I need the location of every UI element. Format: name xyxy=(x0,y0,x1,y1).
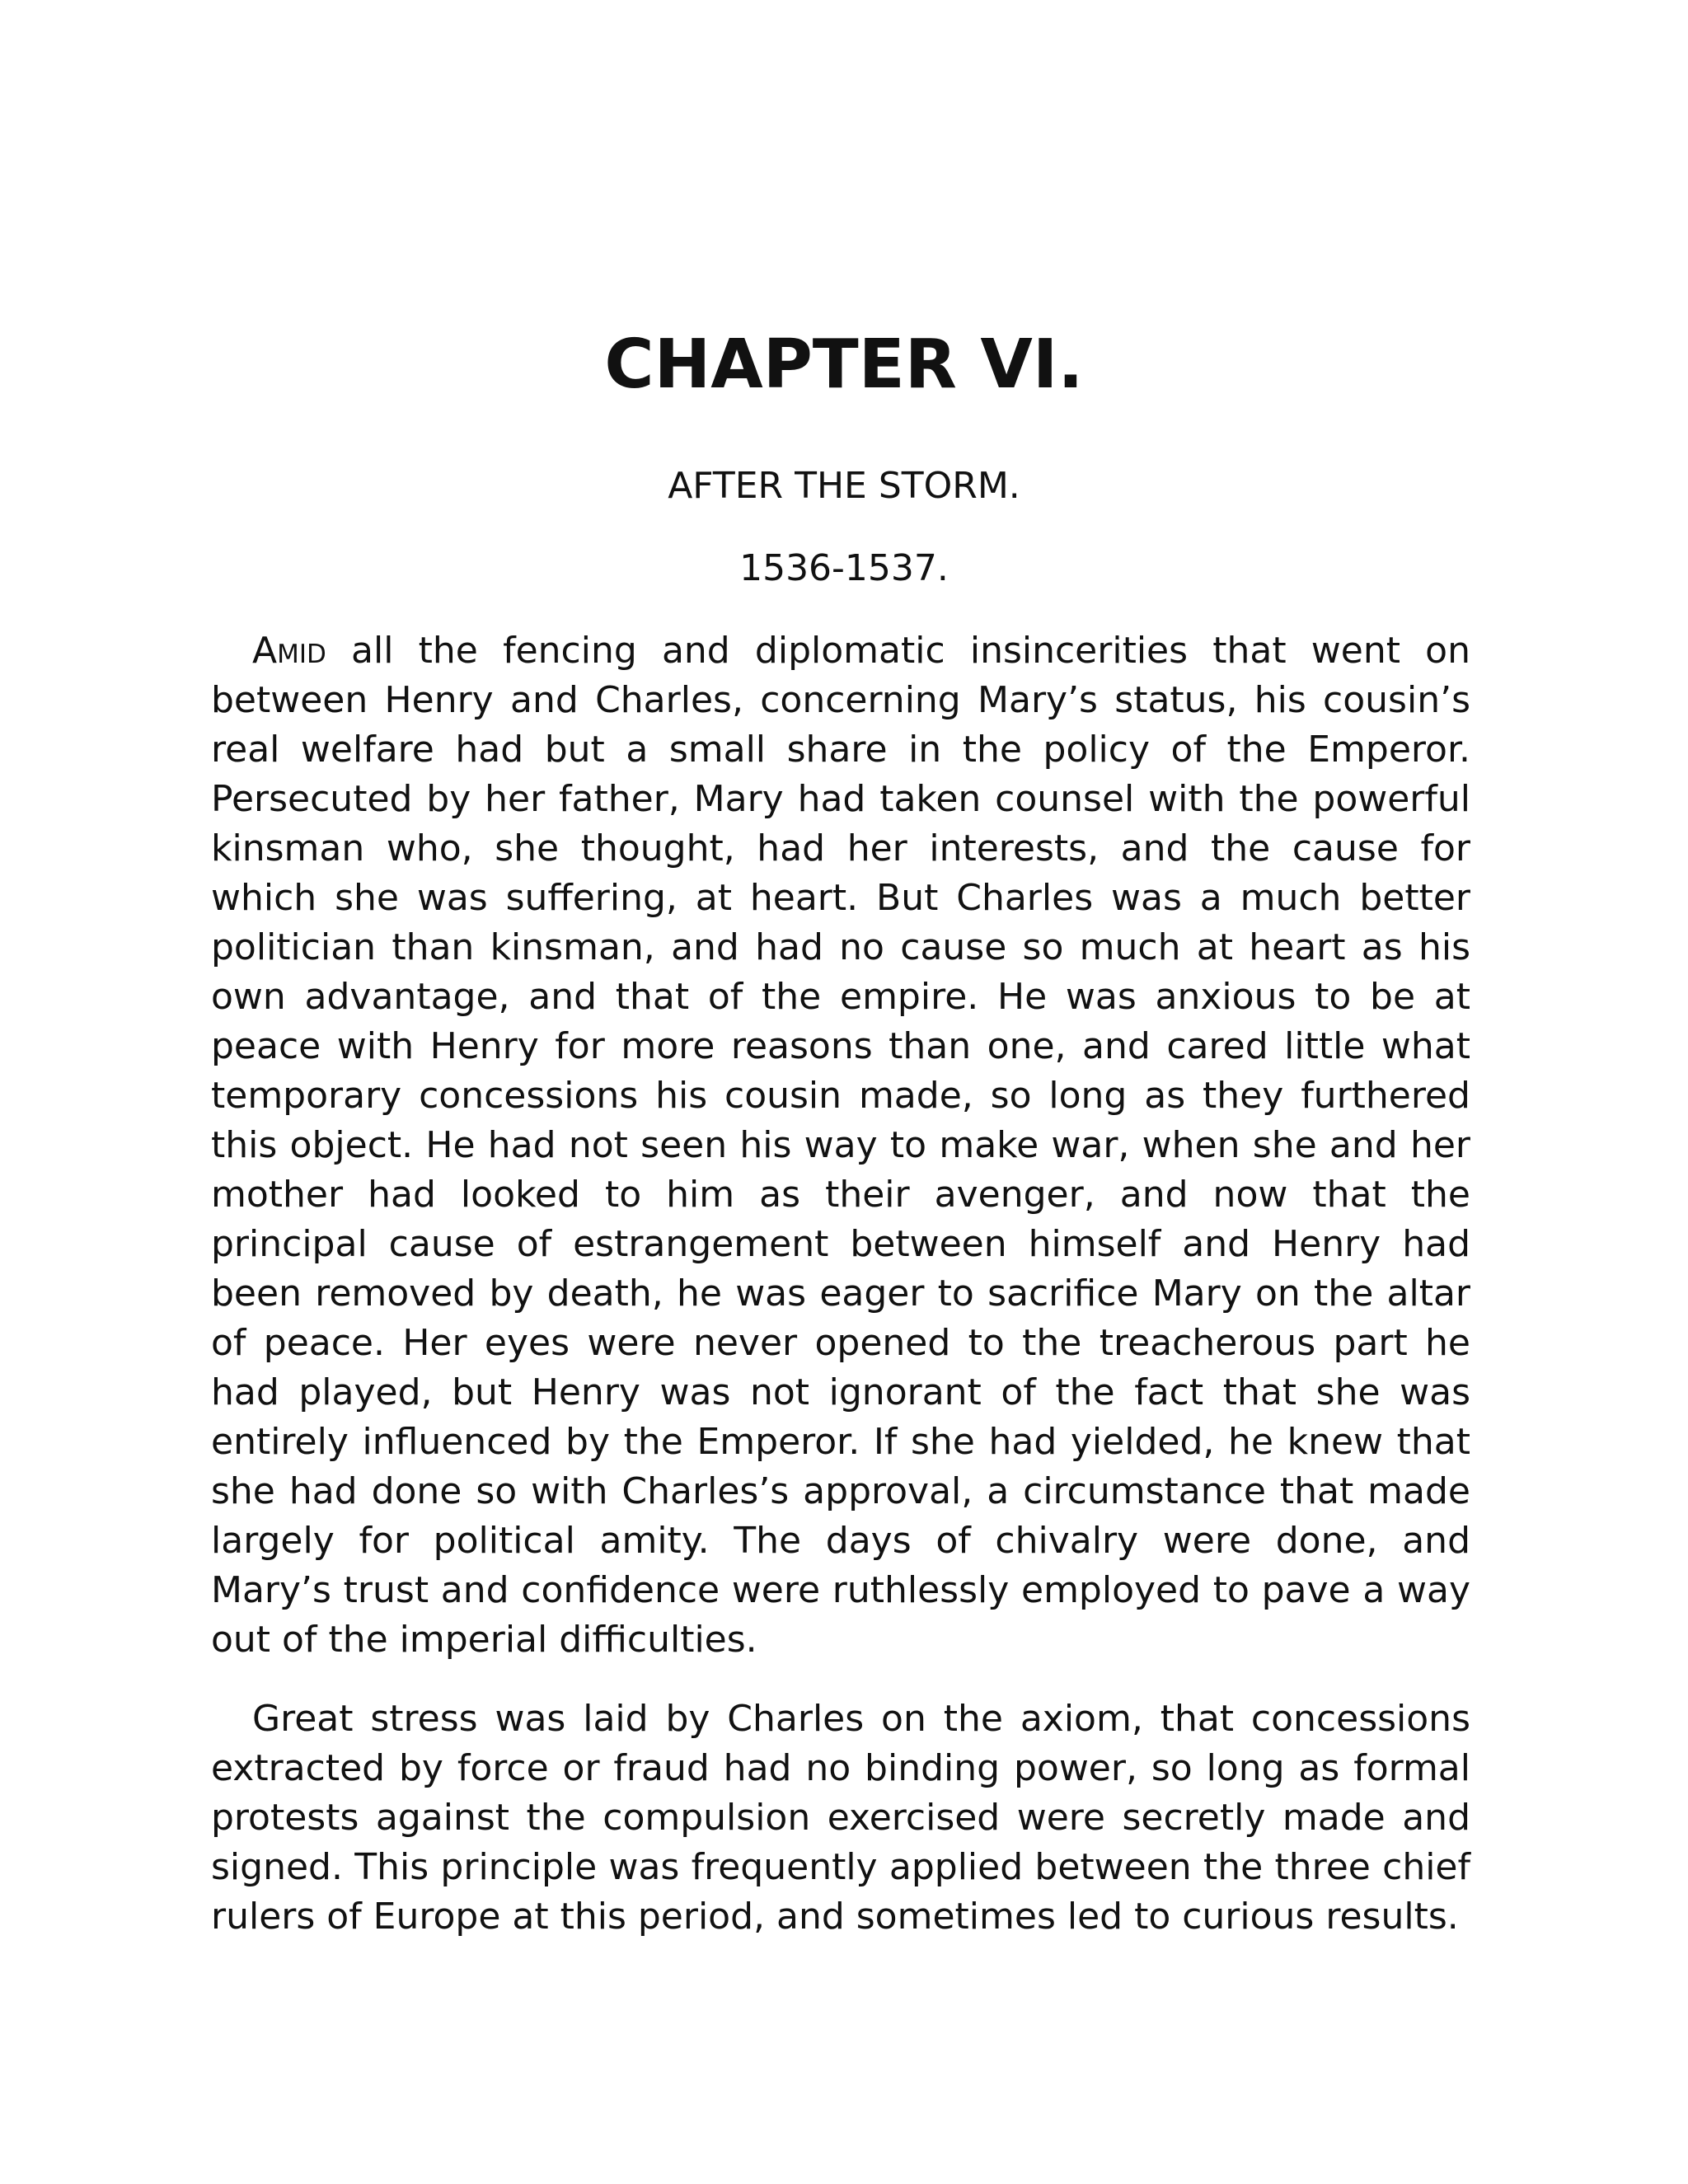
chapter-title: CHAPTER VI. xyxy=(604,326,1084,404)
paragraph-lead-word: Amid xyxy=(252,630,326,672)
body-paragraph: Great stress was laid by Charles on the axiom, that concessions extracted by force or fraud had no binding power, so long as formal protests against the compulsion exercised were secretly made and signed. This principle was frequently applied between the three chief rulers of Europe at this period, and sometimes led to curious results. xyxy=(211,1698,1470,1938)
chapter-subtitle: AFTER THE STORM. xyxy=(668,465,1020,507)
paragraph-text: all the fencing and diplomatic insincerities that went on between Henry and Charles, concerning Mary’s status, his cousin’s real welfare had but a small share in the policy of the Emperor. Persecuted by her father, Mary had taken counsel with the powerful kinsman who, she thought, had her interests, and the cause for which she was suffering, at heart. But Charles was a much better politician than kinsman, and had no cause so much at heart as his own advantage, and that of the empire. He was anxious to be at peace with Henry for more reasons than one, and cared little what temporary concessions his cousin made, so long as they furthered this object. He had not seen his way to make war, when she and her mother had looked to him as their avenger, and now that the principal cause of estrangement between himself and Henry had been removed by death, he was eager to sacrifice Mary on the altar of peace. Her eyes were never opened to the treacherous part he had played, but Henry was not ignorant of the fact that she was entirely influenced by the Emperor. If she had yielded, he knew that she had done so with Charles’s approval, a circumstance that made largely for political amity. The days of chivalry were done, and Mary’s trust and confidence were ruthlessly employed to pave a way out of the imperial difficulties. xyxy=(211,630,1470,1661)
body-paragraph xyxy=(211,626,1470,1665)
chapter-years: 1536-1537. xyxy=(739,547,949,589)
